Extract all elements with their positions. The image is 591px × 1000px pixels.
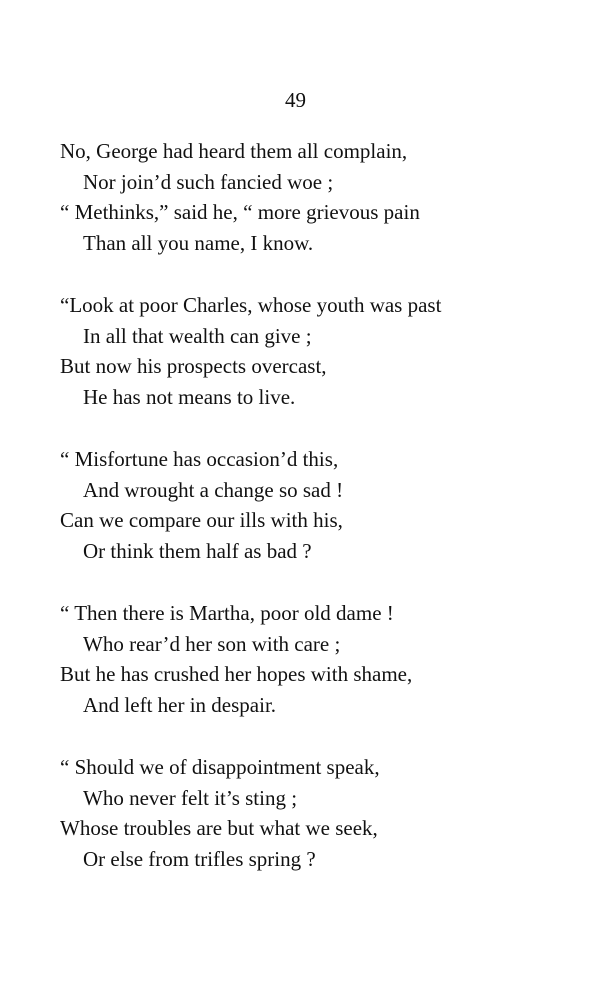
stanza-3 — [60, 444, 560, 566]
poem-line: No, George had heard them all complain, — [60, 139, 408, 163]
poem-line: Or else from trifles spring ? — [83, 846, 316, 871]
poem-line: Who never felt it’s sting ; — [83, 785, 298, 810]
poem-line: Or think them half as bad ? — [83, 538, 312, 563]
poem-line: “ Methinks,” said he, “ more grievous pain — [60, 200, 420, 224]
poem-line: And left her in despair. — [83, 692, 277, 717]
poem-line: Than all you name, I know. — [83, 230, 314, 255]
poem-line: But he has crushed her hopes with shame, — [60, 662, 413, 686]
page-number: 49 — [285, 88, 306, 112]
poem-line: But now his prospects overcast, — [60, 354, 327, 378]
stanza-2 — [60, 290, 560, 412]
stanza-1 — [60, 136, 560, 258]
poem-line: “Look at poor Charles, whose youth was past — [60, 293, 442, 317]
poem-line: He has not means to live. — [83, 384, 296, 409]
poem-line: And wrought a change so sad ! — [83, 477, 344, 502]
poem-line: “ Misfortune has occasion’d this, — [60, 447, 339, 471]
poem-line: “ Should we of disappointment speak, — [60, 755, 380, 779]
stanza-5 — [60, 752, 560, 874]
poem-line: Nor join’d such fancied woe ; — [83, 169, 334, 194]
poem-line: Whose troubles are but what we seek, — [60, 816, 378, 840]
poem-line: “ Then there is Martha, poor old dame ! — [60, 601, 394, 625]
poem-line: In all that wealth can give ; — [83, 323, 312, 348]
poem — [60, 136, 560, 906]
poem-line: Who rear’d her son with care ; — [83, 631, 341, 656]
poem-line: Can we compare our ills with his, — [60, 508, 343, 532]
stanza-4 — [60, 598, 560, 720]
